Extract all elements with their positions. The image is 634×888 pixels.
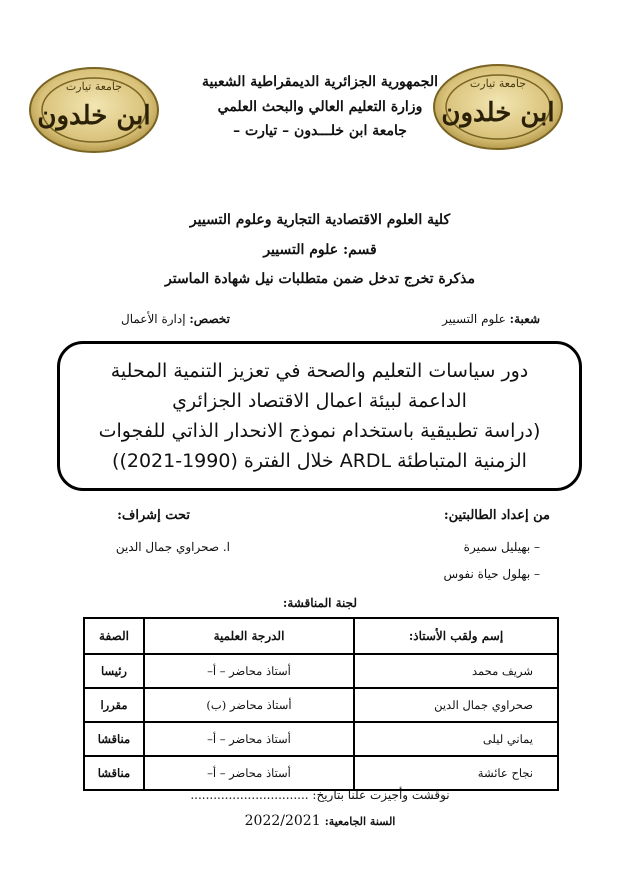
member-role: مقررا	[84, 688, 144, 722]
svg-text:جامعة تيارت: جامعة تيارت	[469, 77, 527, 90]
member-grade: أستاذ محاضر (ب)	[144, 688, 354, 722]
table-row	[84, 722, 558, 756]
branch	[390, 312, 540, 326]
committee-table	[83, 617, 559, 791]
svg-text:ابن خلدون: ابن خلدون	[37, 101, 151, 131]
header-ministry: وزارة التعليم العالي والبحث العلمي	[217, 99, 423, 115]
committee-label: لجنة المناقشة:	[282, 596, 358, 610]
table-row	[84, 688, 558, 722]
specialty-label: تخصص:	[189, 312, 230, 326]
academic-year-value: 2022/2021	[244, 813, 321, 829]
member-name: نجاح عائشة	[354, 756, 558, 790]
member-role: مناقشا	[84, 722, 144, 756]
specialty-value: إدارة الأعمال	[120, 312, 186, 326]
header-name: إسم ولقب الأستاذ:	[354, 618, 558, 654]
university-logo-left	[28, 66, 160, 154]
svg-text:ابن خلدون: ابن خلدون	[441, 98, 555, 128]
supervisor-name: ا. صحراوي جمال الدين	[115, 540, 230, 554]
member-name: شريف محمد	[354, 654, 558, 688]
table-row	[84, 654, 558, 688]
thesis-title-line-4: الزمنية المتباطئة ARDL خلال الفترة (1990-2021))	[112, 450, 527, 472]
header-grade: الدرجة العلمية	[144, 618, 354, 654]
committee-header-row	[84, 618, 558, 654]
defense-note: نوقشت وأجيزت علنا بتاريخ: ...............................	[190, 788, 450, 802]
specialty	[70, 312, 230, 326]
thesis-title-line-2: الداعمة لبيئة اعمال الاقتصاد الجزائري	[172, 390, 467, 412]
member-name: يماني ليلى	[354, 722, 558, 756]
member-role: رئيسا	[84, 654, 144, 688]
table-row	[84, 756, 558, 790]
students-label: من إعداد الطالبتين:	[443, 508, 550, 523]
student-2: – بهلول حياة نفوس	[443, 567, 540, 581]
header-university: جامعة ابن خلـــدون – تيارت –	[233, 123, 407, 139]
thesis-title-line-3: (دراسة تطبيقية باستخدام نموذج الانحدار الذاتي للفجوات	[98, 420, 541, 442]
department-name: قسم: علوم التسيير	[263, 242, 377, 258]
member-grade: أستاذ محاضر – أ–	[144, 654, 354, 688]
academic-year	[180, 813, 460, 829]
header-republic: الجمهورية الجزائرية الديمقراطية الشعبية	[201, 74, 438, 90]
member-role: مناقشا	[84, 756, 144, 790]
student-1: – بهيليل سميرة	[463, 540, 540, 554]
svg-text:جامعة تيارت: جامعة تيارت	[65, 80, 123, 93]
branch-value: علوم التسيير	[442, 312, 506, 326]
header-role: الصفة	[84, 618, 144, 654]
thesis-title-line-1: دور سياسات التعليم والصحة في تعزيز التنمية المحلية	[110, 360, 529, 382]
branch-label: شعبة:	[509, 312, 540, 326]
member-grade: أستاذ محاضر – أ–	[144, 756, 354, 790]
thesis-title-box	[57, 341, 582, 491]
academic-year-label: السنة الجامعية:	[324, 815, 396, 828]
member-grade: أستاذ محاضر – أ–	[144, 722, 354, 756]
thesis-type: مذكرة تخرج تدخل ضمن متطلبات نيل شهادة الماستر	[165, 271, 475, 287]
supervisor-label: تحت إشراف:	[117, 508, 190, 523]
faculty-name: كلية العلوم الاقتصادية التجارية وعلوم التسيير	[189, 212, 451, 228]
member-name: صحراوي جمال الدين	[354, 688, 558, 722]
